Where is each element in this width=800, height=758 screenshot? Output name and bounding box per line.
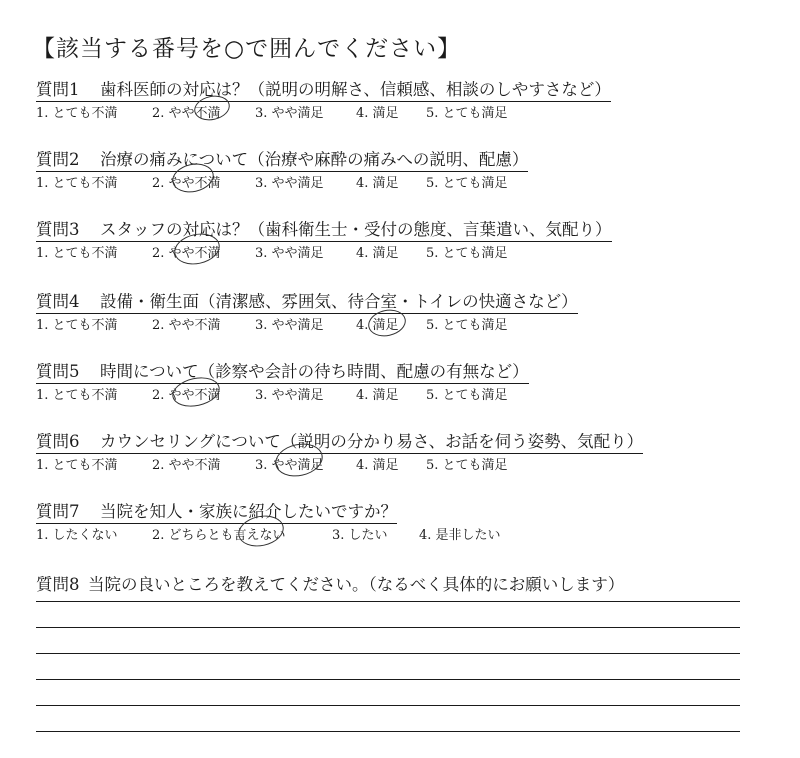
option-5[interactable]: 5. とても満足 <box>426 318 508 333</box>
question-text: 歯科医師の対応は？（説明の明解さ、信頼感、相談のしやすさなど） <box>100 80 611 99</box>
option-2[interactable] <box>152 246 255 262</box>
question-1 <box>36 80 611 122</box>
question-title <box>36 432 643 454</box>
question-8 <box>36 571 624 595</box>
question-title <box>36 220 612 242</box>
option-1[interactable]: 1. とても不満 <box>36 388 118 403</box>
option-2[interactable]: 2. やや不満 <box>152 318 221 333</box>
question-4 <box>36 292 578 334</box>
option-3[interactable]: 3. したい <box>332 528 388 543</box>
question-number: 質問3 <box>36 220 80 239</box>
question-7 <box>36 502 501 544</box>
option-2[interactable] <box>152 388 255 404</box>
option-1[interactable]: 1. とても不満 <box>36 458 118 473</box>
option-4[interactable]: 4. 満足 <box>356 388 399 403</box>
option-2[interactable] <box>152 106 255 122</box>
answer-options <box>36 458 643 474</box>
answer-options <box>36 388 529 404</box>
question-text: 治療の痛みについて（治療や麻酔の痛みへの説明、配慮） <box>100 150 529 169</box>
question-title <box>36 502 397 524</box>
option-3[interactable]: 3. やや満足 <box>255 388 324 403</box>
question-title <box>36 80 611 102</box>
option-5[interactable]: 5. とても満足 <box>426 246 508 261</box>
answer-options <box>36 528 501 544</box>
question-3 <box>36 220 612 262</box>
answer-line[interactable] <box>36 679 740 680</box>
question-text: 当院の良いところを教えてください。（なるべく具体的にお願いします） <box>88 575 625 594</box>
option-label: 2. やや不満 <box>152 106 221 121</box>
answer-line[interactable] <box>36 653 740 654</box>
option-4[interactable]: 4. 満足 <box>356 458 399 473</box>
answer-options <box>36 176 528 192</box>
option-5[interactable]: 5. とても満足 <box>426 176 508 191</box>
question-number: 質問8 <box>36 575 80 594</box>
answer-options <box>36 318 578 334</box>
question-2 <box>36 150 528 192</box>
question-number: 質問7 <box>36 502 80 521</box>
option-1[interactable]: 1. したくない <box>36 528 118 543</box>
option-label: 2. やや不満 <box>152 176 221 191</box>
option-3[interactable] <box>255 458 356 474</box>
answer-line[interactable] <box>36 705 740 706</box>
question-number: 質問2 <box>36 150 80 169</box>
question-number: 質問5 <box>36 362 80 381</box>
option-3[interactable]: 3. やや満足 <box>255 246 324 261</box>
option-1[interactable]: 1. とても不満 <box>36 176 118 191</box>
instruction-header: 【該当する番号を○で囲んでください】 <box>32 36 462 62</box>
answer-line[interactable] <box>36 627 740 628</box>
answer-options <box>36 106 611 122</box>
question-6 <box>36 432 643 474</box>
question-number: 質問1 <box>36 80 80 99</box>
option-label: 4. 満足 <box>356 318 399 333</box>
option-5[interactable]: 5. とても満足 <box>426 458 508 473</box>
option-label: 3. やや満足 <box>255 458 324 473</box>
option-2[interactable] <box>152 528 332 544</box>
question-text: スタッフの対応は？（歯科衛生士・受付の態度、言葉遣い、気配り） <box>100 220 612 239</box>
question-number: 質問6 <box>36 432 80 451</box>
option-2[interactable] <box>152 176 255 192</box>
question-text: 当院を知人・家族に紹介したいですか？ <box>100 502 397 521</box>
question-number: 質問4 <box>36 292 80 311</box>
option-label: 2. やや不満 <box>152 388 221 403</box>
answer-options <box>36 246 612 262</box>
option-5[interactable]: 5. とても満足 <box>426 106 508 121</box>
question-title <box>36 362 529 384</box>
option-4[interactable]: 4. 満足 <box>356 176 399 191</box>
option-1[interactable]: 1. とても不満 <box>36 318 118 333</box>
option-2[interactable]: 2. やや不満 <box>152 458 221 473</box>
question-5 <box>36 362 529 404</box>
option-3[interactable]: 3. やや満足 <box>255 318 324 333</box>
option-label: 2. どちらとも言えない <box>152 528 286 543</box>
option-3[interactable]: 3. やや満足 <box>255 106 324 121</box>
question-title <box>36 150 528 172</box>
question-text: カウンセリングについて（説明の分かり易さ、お話を伺う姿勢、気配り） <box>100 432 644 451</box>
option-1[interactable]: 1. とても不満 <box>36 246 118 261</box>
option-1[interactable]: 1. とても不満 <box>36 106 118 121</box>
option-label: 2. やや不満 <box>152 246 221 261</box>
answer-line[interactable] <box>36 731 740 732</box>
option-3[interactable]: 3. やや満足 <box>255 176 324 191</box>
option-4[interactable] <box>356 318 426 334</box>
answer-line[interactable] <box>36 601 740 602</box>
option-4[interactable]: 4. 満足 <box>356 246 399 261</box>
option-5[interactable]: 5. とても満足 <box>426 388 508 403</box>
question-title <box>36 292 578 314</box>
option-4[interactable]: 4. 是非したい <box>419 528 501 543</box>
option-4[interactable]: 4. 満足 <box>356 106 399 121</box>
question-text: 設備・衛生面（清潔感、雰囲気、待合室・トイレの快適さなど） <box>100 292 578 311</box>
question-text: 時間について（診察や会計の待ち時間、配慮の有無など） <box>100 362 529 381</box>
